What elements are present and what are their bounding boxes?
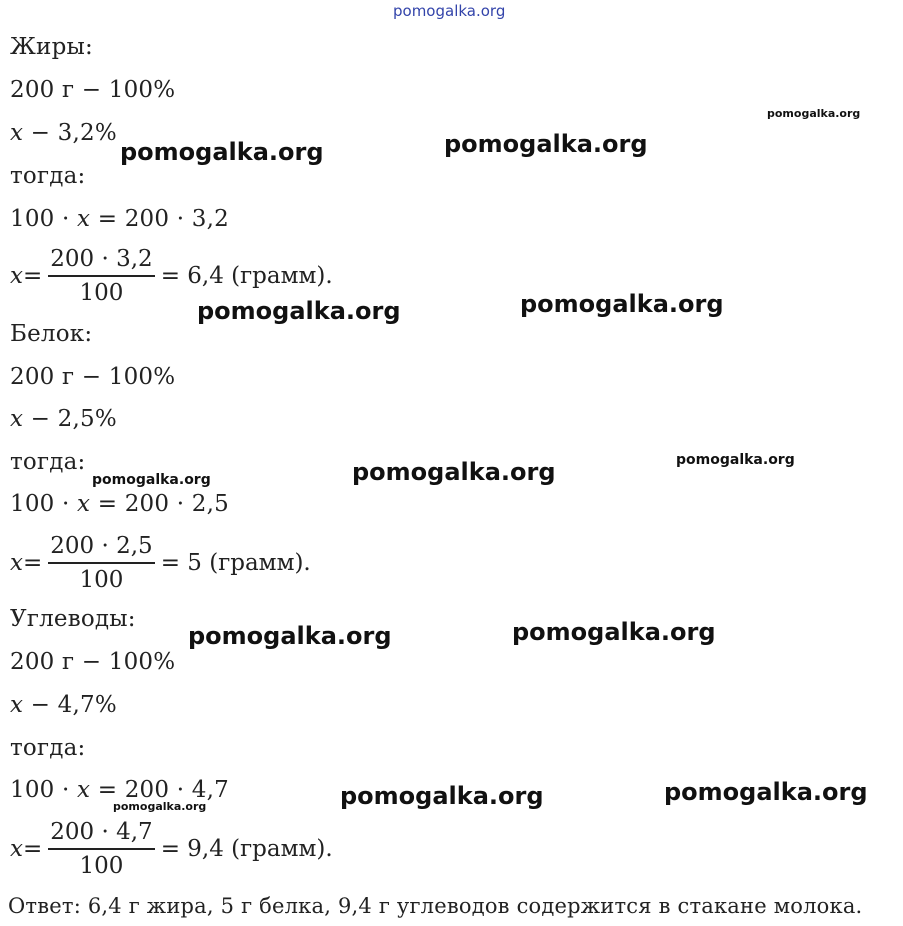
fats-result-var: x [10, 263, 23, 289]
protein-equation [10, 490, 229, 518]
carbs-result [10, 817, 333, 881]
carbs-then: тогда: [10, 735, 86, 761]
fats-numerator: 200 · 3,2 [50, 246, 153, 272]
carbs-proportion-rest: − 4,7% [23, 692, 117, 718]
fats-proportion-var: x [10, 120, 24, 146]
fats-result-eq: = [22, 263, 43, 289]
protein-result-value: = 5 (грамм). [160, 550, 311, 576]
protein-numerator: 200 · 2,5 [50, 533, 153, 559]
fats-then: тогда: [10, 163, 86, 189]
protein-equation-right: = 200 · 2,5 [90, 491, 229, 517]
carbs-equation-var: x [77, 777, 91, 803]
protein-proportion-2 [10, 405, 117, 433]
carbs-heading: Углеводы: [10, 606, 136, 632]
carbs-fraction [48, 819, 154, 879]
watermark: pomogalka.org [512, 618, 716, 646]
fats-heading: Жиры: [10, 34, 93, 60]
answer-line: Ответ: 6,4 г жира, 5 г белка, 9,4 г углеводов содержится в стакане молока. [8, 894, 863, 918]
fats-proportion-rest: − 3,2% [23, 120, 117, 146]
carbs-result-var: x [10, 836, 23, 862]
protein-equation-left: 100 · [10, 491, 78, 517]
watermark: pomogalka.org [120, 138, 324, 166]
watermark: pomogalka.org [444, 130, 648, 158]
carbs-proportion-1: 200 г − 100% [10, 649, 176, 675]
watermark: pomogalka.org [113, 800, 207, 813]
carbs-equation-right: = 200 · 4,7 [90, 777, 229, 803]
watermark: pomogalka.org [520, 290, 724, 318]
carbs-numerator: 200 · 4,7 [50, 819, 153, 845]
protein-denominator: 100 [79, 567, 124, 593]
fats-equation-left: 100 · [10, 206, 78, 232]
watermark: pomogalka.org [767, 107, 861, 120]
carbs-proportion-var: x [10, 692, 24, 718]
fats-fraction [48, 246, 154, 306]
protein-fraction [48, 533, 154, 593]
fats-equation-var: x [77, 206, 91, 232]
protein-proportion-rest: − 2,5% [23, 406, 117, 432]
protein-proportion-var: x [10, 406, 24, 432]
carbs-denominator: 100 [79, 853, 124, 879]
fats-equation [10, 205, 229, 233]
fats-proportion-2 [10, 119, 117, 147]
watermark: pomogalka.org [352, 458, 556, 486]
protein-heading: Белок: [10, 321, 93, 347]
fats-result-value: = 6,4 (грамм). [160, 263, 333, 289]
watermark-header: pomogalka.org [393, 2, 506, 20]
protein-equation-var: x [77, 491, 91, 517]
fats-equation-right: = 200 · 3,2 [90, 206, 229, 232]
protein-result [10, 531, 311, 595]
fats-proportion-1: 200 г − 100% [10, 77, 176, 103]
fats-denominator: 100 [79, 280, 124, 306]
watermark: pomogalka.org [676, 452, 795, 468]
watermark: pomogalka.org [664, 778, 868, 806]
watermark: pomogalka.org [92, 472, 211, 488]
protein-result-eq: = [22, 550, 43, 576]
watermark: pomogalka.org [340, 782, 544, 810]
protein-then: тогда: [10, 449, 86, 475]
carbs-result-value: = 9,4 (грамм). [160, 836, 333, 862]
watermark: pomogalka.org [188, 622, 392, 650]
protein-proportion-1: 200 г − 100% [10, 364, 176, 390]
carbs-proportion-2 [10, 691, 117, 719]
carbs-equation-left: 100 · [10, 777, 78, 803]
protein-result-var: x [10, 550, 23, 576]
watermark: pomogalka.org [197, 297, 401, 325]
carbs-result-eq: = [22, 836, 43, 862]
